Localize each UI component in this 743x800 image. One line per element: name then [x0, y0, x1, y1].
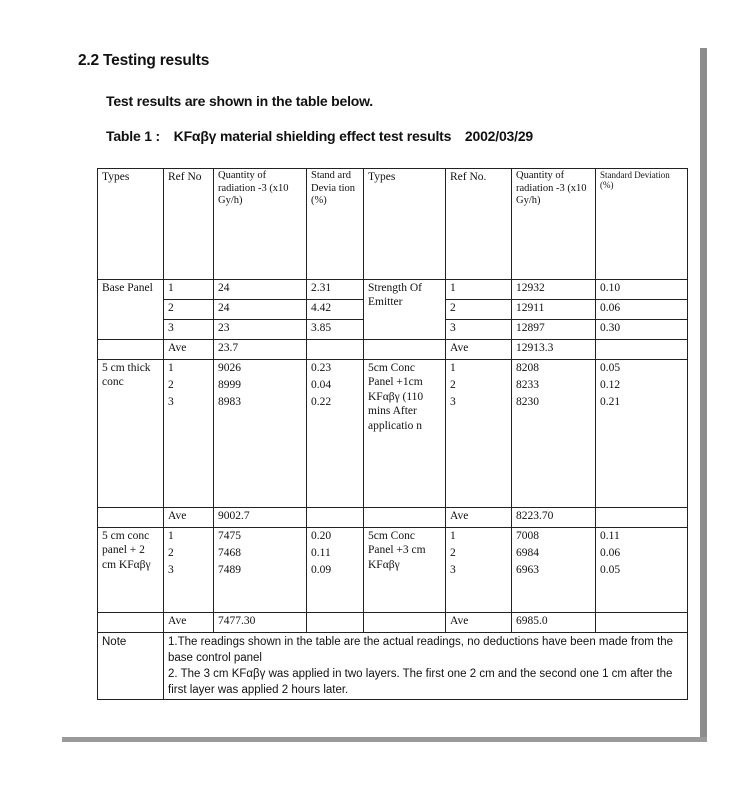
- type-cell-2: 5cm Conc Panel +3 cm KFαβγ: [364, 528, 446, 613]
- std-cell: 0.20: [311, 530, 332, 542]
- results-table: [97, 168, 688, 700]
- ref-cell: 3: [168, 564, 174, 576]
- quantity-cell: 7468: [218, 547, 241, 559]
- ref-cell-2: 2: [450, 547, 456, 559]
- type-cell-2: 5cm Conc Panel +1cm KFαβγ (110 mins After applicatio n: [364, 360, 446, 508]
- quantity-cell: 8983: [218, 396, 241, 408]
- ave-label: Ave: [164, 508, 214, 528]
- quantity-stack-2: [512, 360, 596, 508]
- std-cell-2: 0.05: [600, 362, 621, 374]
- std-cell: 2.31: [307, 280, 364, 300]
- empty-cell: [98, 508, 164, 528]
- caption-label: Table 1 :: [106, 128, 160, 144]
- table-row-group: [98, 528, 688, 613]
- std-cell: 0.22: [311, 396, 332, 408]
- header-std-dev: Stand ard Devia tion (%): [307, 169, 364, 280]
- ave-label: Ave: [164, 613, 214, 633]
- quantity-stack: [214, 528, 307, 613]
- ref-stack-2: [446, 360, 512, 508]
- ave-value: 23.7: [214, 340, 307, 360]
- quantity-cell-2: 12911: [512, 300, 596, 320]
- quantity-stack-2: [512, 528, 596, 613]
- empty-cell: [307, 340, 364, 360]
- std-cell: 0.23: [311, 362, 332, 374]
- quantity-cell: 7475: [218, 530, 241, 542]
- ref-cell: 2: [168, 379, 174, 391]
- ave-value-2: 8223.70: [512, 508, 596, 528]
- type-cell: 5 cm thick conc: [98, 360, 164, 508]
- ref-cell-2: 2: [450, 379, 456, 391]
- page-edge-right: [700, 48, 707, 742]
- type-cell: 5 cm conc panel + 2 cm KFαβγ: [98, 528, 164, 613]
- quantity-cell: 8999: [218, 379, 241, 391]
- note-label: Note: [98, 633, 164, 700]
- ref-cell-2: 3: [446, 320, 512, 340]
- table-row-group: [98, 360, 688, 508]
- caption-date: 2002/03/29: [464, 128, 533, 144]
- std-stack: [307, 360, 364, 508]
- note-row: [98, 633, 688, 700]
- std-cell-2: 0.06: [600, 547, 621, 559]
- type-cell: Base Panel: [98, 280, 164, 340]
- quantity-cell-2: 12932: [512, 280, 596, 300]
- ref-cell: 2: [164, 300, 214, 320]
- ref-cell-2: 3: [450, 564, 456, 576]
- ref-stack: [164, 360, 214, 508]
- ref-cell-2: 1: [450, 362, 456, 374]
- table-caption: [106, 128, 543, 144]
- ave-label-2: Ave: [446, 508, 512, 528]
- quantity-cell: 7489: [218, 564, 241, 576]
- note-1: 1.The readings shown in the table are the actual readings, no deductions have been made from the base control panel: [168, 636, 674, 665]
- quantity-stack: [214, 360, 307, 508]
- header-ref: Ref No: [164, 169, 214, 280]
- quantity-cell-2: 6963: [516, 564, 539, 576]
- ref-cell: 1: [168, 530, 174, 542]
- caption-title: KFαβγ material shielding effect test results: [173, 128, 452, 144]
- header-types-2: Types: [364, 169, 446, 280]
- std-cell: 0.04: [311, 379, 332, 391]
- std-cell-2: 0.21: [600, 396, 621, 408]
- std-cell: 4.42: [307, 300, 364, 320]
- ref-cell: 3: [168, 396, 174, 408]
- std-cell: 0.11: [311, 547, 331, 559]
- header-types: Types: [98, 169, 164, 280]
- std-stack: [307, 528, 364, 613]
- empty-cell: [364, 508, 446, 528]
- section-heading: 2.2 Testing results: [78, 52, 210, 69]
- note-content: [164, 633, 688, 700]
- ref-cell: 2: [168, 547, 174, 559]
- quantity-cell: 24: [214, 300, 307, 320]
- ref-cell-2: 3: [450, 396, 456, 408]
- type-cell-2: Strength Of Emitter: [364, 280, 446, 340]
- ave-label-2: Ave: [446, 613, 512, 633]
- intro-text: Test results are shown in the table below.: [106, 93, 373, 109]
- empty-cell: [98, 340, 164, 360]
- quantity-cell-2: 12897: [512, 320, 596, 340]
- average-row: [98, 508, 688, 528]
- ave-label-2: Ave: [446, 340, 512, 360]
- ave-value: 9002.7: [214, 508, 307, 528]
- ref-stack-2: [446, 528, 512, 613]
- std-cell-2: 0.12: [600, 379, 621, 391]
- empty-cell: [307, 508, 364, 528]
- ref-cell: 3: [164, 320, 214, 340]
- quantity-cell-2: 7008: [516, 530, 539, 542]
- average-row: [98, 613, 688, 633]
- ref-cell-2: 1: [446, 280, 512, 300]
- quantity-cell: 24: [214, 280, 307, 300]
- empty-cell: [307, 613, 364, 633]
- empty-cell: [98, 613, 164, 633]
- std-cell-2: 0.05: [600, 564, 621, 576]
- empty-cell: [596, 508, 688, 528]
- ref-cell-2: 1: [450, 530, 456, 542]
- table-row: [98, 280, 688, 300]
- quantity-cell-2: 8208: [516, 362, 539, 374]
- empty-cell: [364, 613, 446, 633]
- quantity-cell-2: 8230: [516, 396, 539, 408]
- header-quantity-2: Quantity of radiation -3 (x10 Gy/h): [512, 169, 596, 280]
- ref-stack: [164, 528, 214, 613]
- std-cell-2: 0.10: [596, 280, 688, 300]
- header-std-dev-2: Standard Deviation (%): [596, 169, 688, 280]
- ave-value-2: 6985.0: [512, 613, 596, 633]
- ave-value-2: 12913.3: [512, 340, 596, 360]
- quantity-cell: 9026: [218, 362, 241, 374]
- header-quantity: Quantity of radiation -3 (x10 Gy/h): [214, 169, 307, 280]
- ref-cell: 1: [168, 362, 174, 374]
- ref-cell: 1: [164, 280, 214, 300]
- empty-cell: [364, 340, 446, 360]
- ave-label: Ave: [164, 340, 214, 360]
- std-stack-2: [596, 360, 688, 508]
- quantity-cell-2: 6984: [516, 547, 539, 559]
- std-cell-2: 0.06: [596, 300, 688, 320]
- page-edge-bottom: [62, 737, 707, 742]
- empty-cell: [596, 340, 688, 360]
- ave-value: 7477.30: [214, 613, 307, 633]
- note-2: 2. The 3 cm KFαβγ was applied in two layers. The first one 2 cm and the second one 1 cm after the first layer was applied 2 hours later.: [168, 668, 673, 697]
- std-stack-2: [596, 528, 688, 613]
- quantity-cell: 23: [214, 320, 307, 340]
- empty-cell: [596, 613, 688, 633]
- header-ref-2: Ref No.: [446, 169, 512, 280]
- header-row: [98, 169, 688, 280]
- std-cell: 0.09: [311, 564, 332, 576]
- std-cell: 3.85: [307, 320, 364, 340]
- quantity-cell-2: 8233: [516, 379, 539, 391]
- average-row: [98, 340, 688, 360]
- ref-cell-2: 2: [446, 300, 512, 320]
- std-cell-2: 0.30: [596, 320, 688, 340]
- std-cell-2: 0.11: [600, 530, 620, 542]
